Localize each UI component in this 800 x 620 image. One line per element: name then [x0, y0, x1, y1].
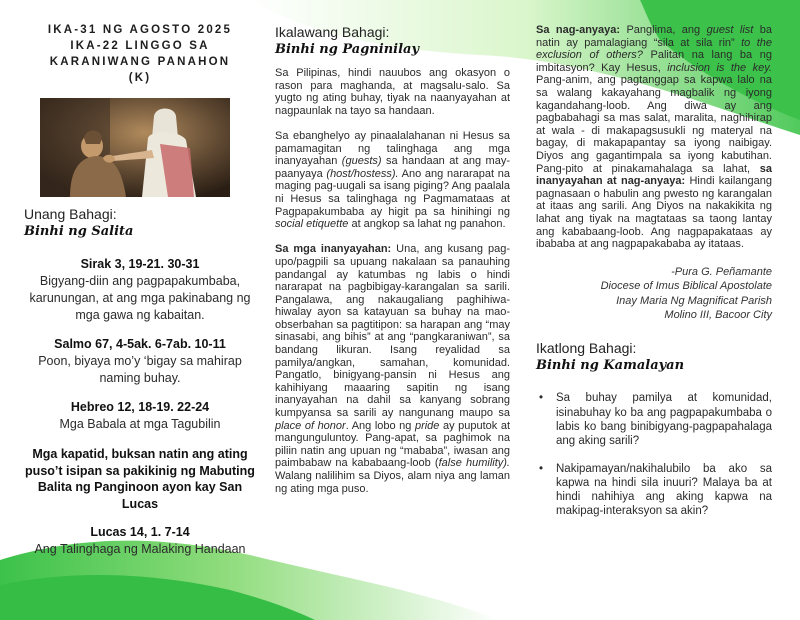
date-line: KARANIWANG PANAHON — [49, 56, 231, 68]
author-affiliation: Diocese of Imus Biblical Apostolate — [600, 280, 772, 293]
author-name: -Pura G. Peñamante — [671, 265, 772, 278]
reading-reference: Hebreo 12, 18-19. 22-24 — [70, 400, 210, 414]
section-label: Ikalawang Bahagi: — [275, 24, 390, 40]
reading-description: Mga Babala at mga Tagubilin — [59, 417, 221, 431]
reflection-paragraph-host: Sa nag-anyaya: Panglima, ang guest list ba natin ay pamalagiang “sila at sila rin” to the exclusion of others? Palitan na lang ba ng imbitasyon? Kay Hesus, inclusion is the key. Pang-anim, ang pagtanggap sa kapwa lalo na sa walang kakayahang magbalik ng iyong kagandahang-loob. Ang diwa ay ang pagbabahagi sa mas salat, maralita, naghihirap at wala - di makapagsusukli ng materyal na bagay, di makapapantay sa iyong naibigay. Diyos ang gagantimpala sa iyong kabutihan. Pang-pito at pinakamahalaga sa lahat, sa inanyayahan at nag-anyaya: Hindi kailangang pagnasaan o habulin ang pwesto ng karangalan at itaas ang sarili. Ang Diyos na nakakikita ng lahat ang tiyak na magtataas sa taong lantay ang kababaang-loob. Ang nagpapakataas ay ibababa at ang nagpapakababa ay itataas. — [536, 24, 773, 251]
author-parish: Inay Maria Ng Magnificat Parish — [616, 294, 772, 307]
reflection-paragraph-guests: Sa mga inanyayahan: Una, ang kusang pag-upo/pagpili sa upuang nakalaan sa panauhing pandangal ay katumbas ng labis o hindi nararapat na pagbibigay-karangalan sa sarili. Pangalawa, ang nakaugaliang paghihiwa-hiwalay ayon sa katayuan sa buhay na mao-obserbahan sa pagtitipon: sa harapan ang “may sinasabi, ang bihis” at ang “pangkaraniwan”, sa bandang likuran. Isang reyalidad sa pamilya/angkan, samahan, komunidad. Pangatlo, binigyang-pansin ni Hesus ang kahihiyang maaaring sapitin ng isang inanyayahan na dahil sa kanyang sobrang kumpyansa sa sarili ay nangunang maupo sa place of honor. Ang lobo ng pride ay puputok at mangunguluntoy. Pang-apat, sa paghimok na piliin natin ang upuan ng “mababa”, iwasan ang paimbabaw na kababaang-loob (false humility). Walang nalilihim sa Diyos, alam niya ang laman ng ating mga puso. — [275, 243, 511, 495]
reflection-questions — [536, 391, 772, 518]
bullet-icon: • — [539, 462, 544, 475]
liturgical-date-title — [24, 22, 256, 86]
author-signature — [536, 265, 772, 323]
list-item: • Sa buhay pamilya at komunidad, isinabuhay ko ba ang pagpapakumbaba o labis ko bang binibigyang-pagpapahalaga ang aking sarili? — [539, 392, 772, 448]
bullet-icon: • — [539, 392, 544, 405]
section-subtitle: Binhi ng Salita — [24, 224, 134, 239]
gospel-description: Ang Talinghaga ng Malaking Handaan — [34, 542, 246, 556]
biblical-painting-illustration — [40, 98, 230, 197]
date-line: IKA-22 LINGGO SA — [70, 40, 210, 52]
reading-first — [24, 256, 256, 324]
reading-second — [24, 399, 256, 433]
reading-description: Poon, biyaya mo’y ‘bigay sa mahirap naming buhay. — [38, 354, 242, 385]
reading-psalm — [24, 336, 256, 387]
reflection-paragraph: Sa ebanghelyo ay pinaalalahanan ni Hesus sa pamamagitan ng talinghaga ang mga inanyayahan (guests) sa handaan at ang may-paanyaya (host/hostess). Ano ang nararapat na maging pag-uugali sa isang piging? Ang paalala ni Hesus sa talinghaga ng Pagmamataas at Pagpapakumbaba ay higit pa sa hinihingi ng social etiquette at angkop sa lahat ng panahon. — [275, 129, 510, 231]
list-item: • Nakipamayan/nakihalubilo ba ako sa kapwa na hindi sila inuuri? Malaya ba at hindi nahihiya ang aking kapwa na makipag-interaksyon sa akin? — [539, 462, 772, 518]
reflection-paragraph: Sa Pilipinas, hindi nauubos ang okasyon o rason para maghanda, at magsalu-salo. Sa yugto ng ating buhay, tiyak na naanyayahan at nagpaunlak na tayo sa handaan. — [275, 67, 510, 117]
panel-unang-bahagi — [24, 0, 256, 558]
section-label: Ikatlong Bahagi: — [536, 340, 637, 357]
date-line: (K) — [128, 72, 152, 84]
section-label: Unang Bahagi: — [24, 206, 117, 222]
author-location: Molino III, Bacoor City — [664, 308, 772, 321]
reading-gospel — [24, 524, 256, 558]
panel-ikalawang-bahagi — [275, 0, 510, 495]
section-subtitle: Binhi ng Pagninilay — [275, 42, 419, 57]
date-line: IKA-31 NG AGOSTO 2025 — [47, 24, 233, 36]
gospel-appeal: Mga kapatid, buksan natin ang ating puso’t isipan sa pakikinig ng Mabuting Balita ng Panginoon ayon kay San Lucas — [25, 447, 255, 511]
reading-description: Bigyang-diin ang pagpapakumbaba, karunungan, at ang mga pakinabang ng mga gawa ng kabaitan. — [29, 274, 251, 322]
section-subtitle: Binhi ng Kamalayan — [536, 358, 685, 374]
reading-reference: Sirak 3, 19-21. 30-31 — [80, 257, 200, 271]
reading-reference: Salmo 67, 4-5ak. 6-7ab. 10-11 — [54, 337, 226, 351]
gospel-reference: Lucas 14, 1. 7-14 — [90, 525, 190, 539]
panel-ikatlong-bahagi — [536, 0, 772, 519]
